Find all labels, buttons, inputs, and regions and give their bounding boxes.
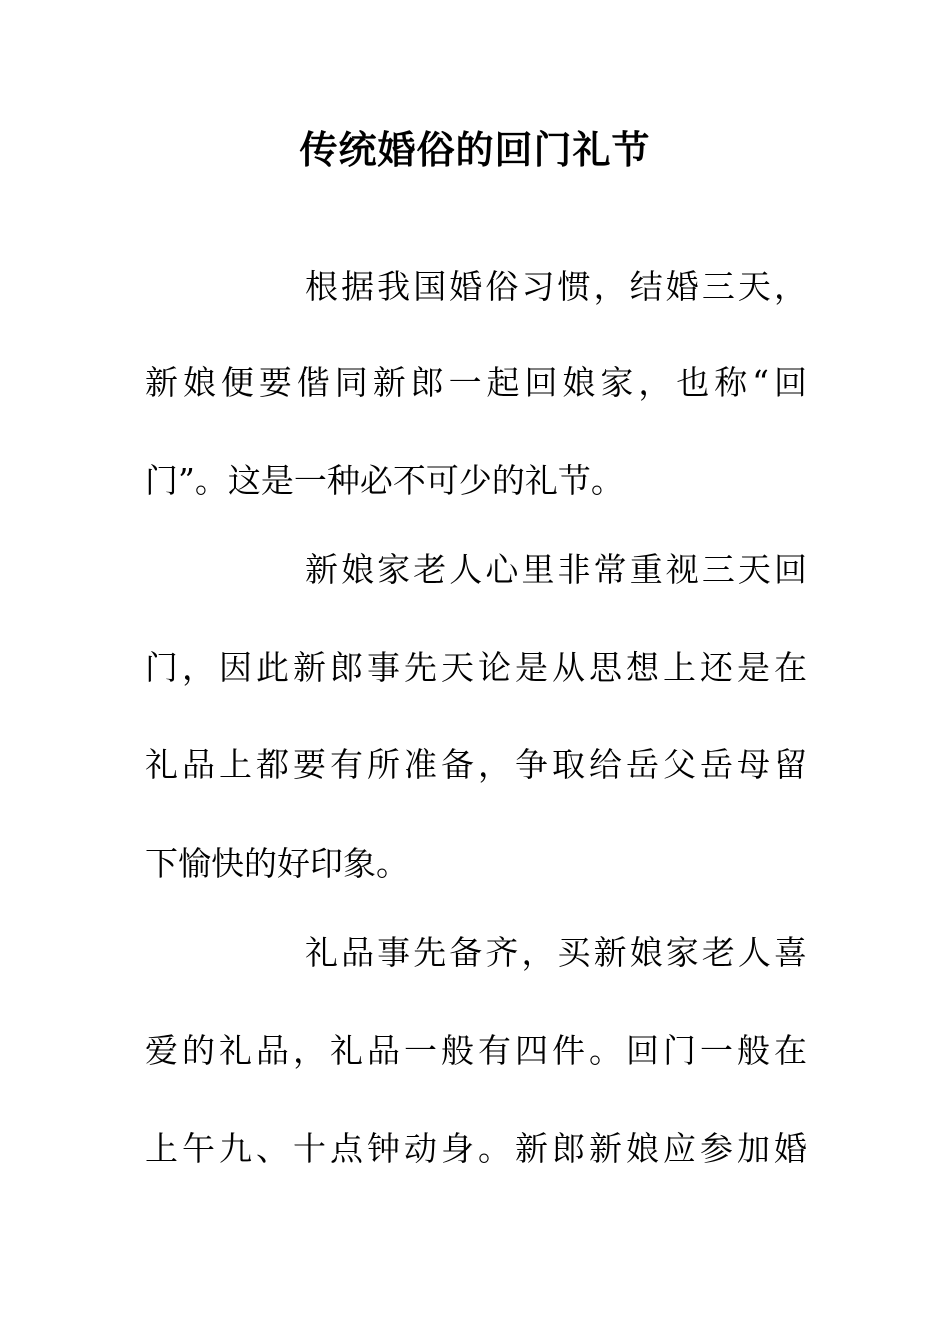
paragraph-line: 根据我国婚俗习惯，结婚三天， (305, 267, 807, 306)
document-title: 传统婚俗的回门礼节 (299, 128, 651, 172)
paragraph-line: 门”。这是一种必不可少的礼节。 (145, 461, 624, 500)
paragraph-line: 爱的礼品，礼品一般有四件。回门一般在 (145, 1031, 807, 1070)
paragraph-line: 礼品事先备齐，买新娘家老人喜 (305, 933, 807, 972)
paragraph-line: 新娘家老人心里非常重视三天回 (305, 550, 807, 589)
paragraph-line: 门，因此新郎事先天论是从思想上还是在 (145, 648, 807, 687)
paragraph-line: 上午九、十点钟动身。新郎新娘应参加婚 (145, 1129, 807, 1168)
paragraph-line: 礼品上都要有所准备，争取给岳父岳母留 (145, 745, 807, 784)
paragraph-line: 下愉快的好印象。 (145, 844, 409, 883)
paragraph-line: 新娘便要偕同新郎一起回娘家，也称“回 (145, 363, 807, 402)
